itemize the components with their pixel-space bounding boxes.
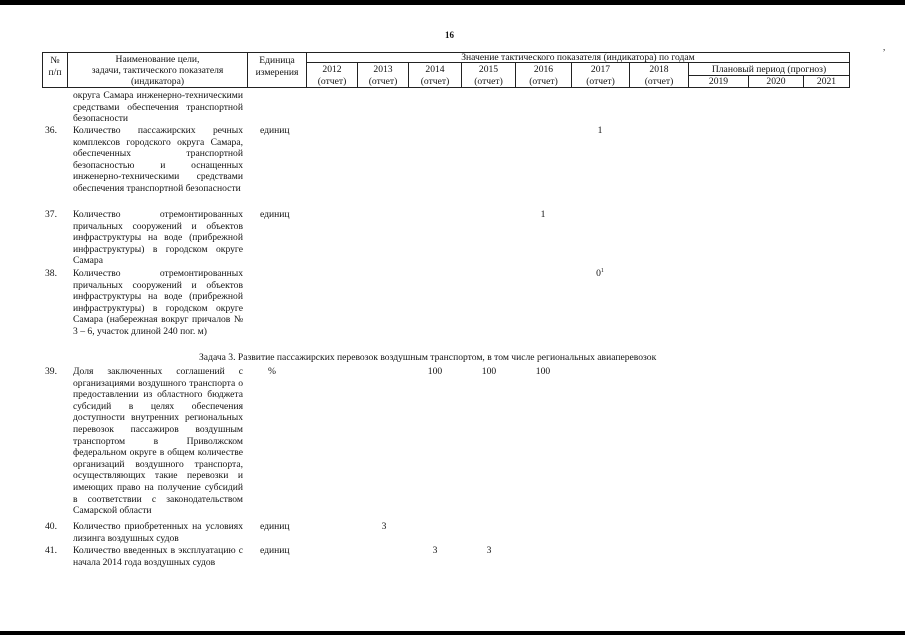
row-name: Количество отремонтированных причальных сооружений и объектов инфраструктуры на воде (прибрежной инфраструктуры) в городском округе Самара (набережная вокруг причалов № 3 – 6, участок длиной 240 пог. м) bbox=[73, 268, 243, 337]
row-unit: % bbox=[268, 366, 276, 377]
row-value-2016: 100 bbox=[535, 366, 551, 377]
row-name: округа Самара инженерно-техническими средствами обеспечения транспортной безопасности bbox=[73, 90, 243, 125]
header-unit-line2: измерения bbox=[255, 67, 299, 78]
corner-mark: , bbox=[883, 42, 886, 52]
row-name: Количество пассажирских речных комплексов городского округа Самара, обеспеченных транспортной безопасностью и оснащенных инженерно-техническими средствами обеспечения транспортной безопасности bbox=[73, 125, 243, 194]
row-value-2014: 3 bbox=[432, 545, 438, 556]
row-unit: единиц bbox=[260, 125, 290, 136]
header-num-line1: № bbox=[50, 55, 60, 66]
row-value-2017: 1 bbox=[597, 125, 603, 136]
header-report-label: (отчет) bbox=[368, 76, 398, 87]
footnote-mark: 1 bbox=[600, 268, 604, 274]
scan-top-border bbox=[0, 0, 905, 5]
row-value-2015: 3 bbox=[486, 545, 492, 556]
row-number: 38. bbox=[45, 268, 57, 279]
row-number: 36. bbox=[45, 125, 57, 136]
row-unit: единиц bbox=[260, 521, 290, 532]
row-value-2014: 100 bbox=[427, 366, 443, 377]
header-name-line2: задачи, тактического показателя bbox=[91, 65, 224, 76]
row-value-2015: 100 bbox=[481, 366, 497, 377]
header-plan-period: Плановый период (прогноз) bbox=[711, 64, 827, 75]
header-report-label: (отчет) bbox=[474, 76, 503, 87]
header-plan-year: 2019 bbox=[708, 76, 729, 87]
scan-bottom-border bbox=[0, 631, 905, 635]
row-number: 39. bbox=[45, 366, 57, 377]
row-name: Количество приобретенных на условиях лизинга воздушных судов bbox=[73, 521, 243, 544]
header-report-label: (отчет) bbox=[586, 76, 615, 87]
row-value-2013: 3 bbox=[381, 521, 387, 532]
header-year: 2016 bbox=[533, 64, 554, 75]
header-year: 2018 bbox=[649, 64, 669, 75]
header-year: 2017 bbox=[590, 64, 611, 75]
row-number: 41. bbox=[45, 545, 57, 556]
task-heading: Задача 3. Развитие пассажирских перевозок воздушным транспортом, в том числе региональных авиаперевозок bbox=[199, 352, 657, 363]
row-name: Количество отремонтированных причальных сооружений и объектов инфраструктуры на воде (прибрежной инфраструктуры) в городском округе Самара bbox=[73, 209, 243, 267]
header-report-label: (отчет) bbox=[317, 76, 347, 87]
header-year: 2014 bbox=[425, 64, 445, 75]
header-plan-year: 2020 bbox=[766, 76, 786, 87]
header-year: 2015 bbox=[478, 64, 499, 75]
value-text: 0 bbox=[596, 268, 601, 280]
header-plan-year: 2021 bbox=[816, 76, 837, 87]
header-report-label: (отчет) bbox=[420, 76, 450, 87]
row-number: 40. bbox=[45, 521, 57, 532]
header-unit-line1: Единица bbox=[259, 55, 295, 66]
row-number: 37. bbox=[45, 209, 57, 220]
row-name: Доля заключенных соглашений с организациями воздушного транспорта о предоставлении из областного бюджета субсидий в целях обеспечения доступности внутренних региональных перевозок пассажиров воздушным транспортом в Приволжском федеральном округе в общем количестве организаций воздушного транспорта, осуществляющих такие перевозки и имеющих право на получение субсидий в соответствии с законодательством Самарской области bbox=[73, 366, 243, 517]
header-name-line1: Наименование цели, bbox=[115, 54, 200, 65]
row-value-2017 bbox=[580, 268, 620, 279]
header-name-line3: (индикатора) bbox=[130, 76, 185, 87]
row-unit: единиц bbox=[260, 545, 290, 556]
header-values-title: Значение тактического показателя (индикатора) по годам bbox=[461, 52, 695, 63]
header-year: 2012 bbox=[322, 64, 342, 75]
header-year: 2013 bbox=[373, 64, 393, 75]
page-number: 16 bbox=[445, 30, 454, 40]
row-unit: единиц bbox=[260, 209, 290, 220]
header-num-line2: п/п bbox=[48, 67, 62, 78]
header-report-label: (отчет) bbox=[529, 76, 558, 87]
header-report-label: (отчет) bbox=[644, 76, 674, 87]
row-name: Количество введенных в эксплуатацию с начала 2014 года воздушных судов bbox=[73, 545, 243, 568]
row-value-2016: 1 bbox=[540, 209, 546, 220]
